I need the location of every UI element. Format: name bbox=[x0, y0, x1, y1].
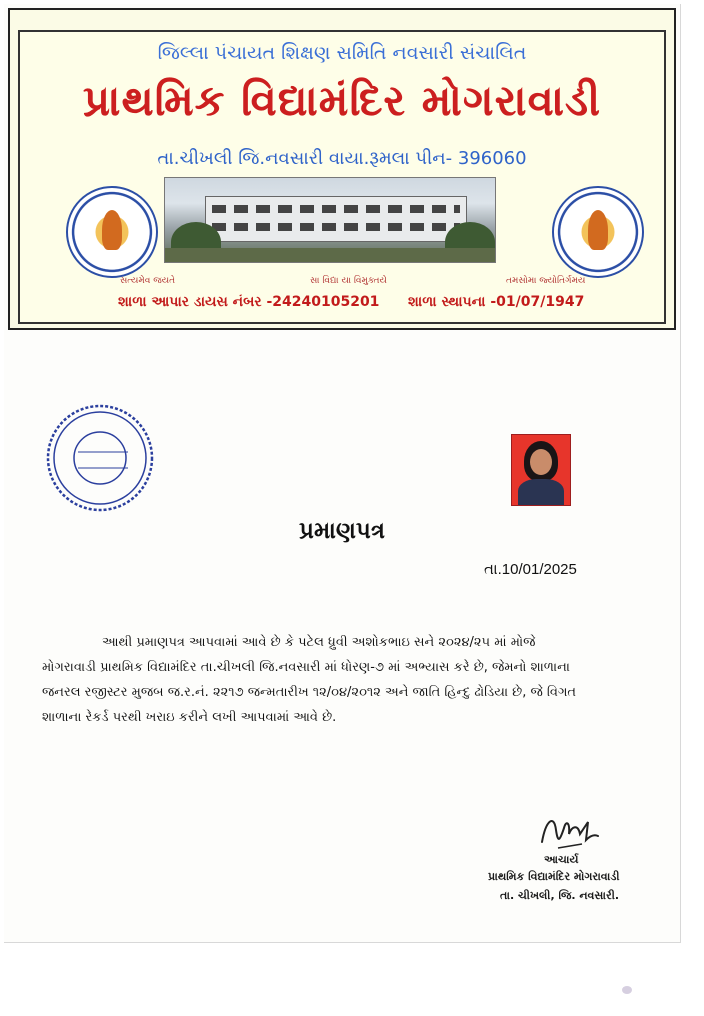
school-building-photo bbox=[164, 177, 496, 263]
certificate-date: તા.10/01/2025 bbox=[484, 561, 577, 578]
certificate-page bbox=[4, 4, 681, 943]
ground bbox=[165, 248, 495, 262]
letterhead-frame bbox=[18, 30, 666, 324]
motto-center: સા વિદ્યા યા વિમુક્તયે bbox=[310, 276, 387, 286]
signatory-place: તા. ચીખલી, જિ. નવસારી. bbox=[500, 889, 620, 902]
body-line: આથી પ્રમાણપત્ર આપવામાં આવે છે કે પટેલ ધ્રુવી અશોકભાઇ સને ૨૦૨૪/૨૫ માં મોજે bbox=[102, 635, 536, 650]
council-line: જિલ્લા પંચાયત શિક્ષણ સમિતિ નવસારી સંચાલિત bbox=[157, 42, 527, 64]
school-name: પ્રાથમિક વિદ્યામંદિર મોગરાવાડી bbox=[82, 76, 602, 125]
certificate-body bbox=[42, 630, 674, 730]
body-line: શાળાના રેકર્ડ પરથી ખરાઇ કરીને લખી આપવામાં આવે છે. bbox=[42, 710, 337, 725]
motto-left: સત્યમેવ જયતે bbox=[120, 276, 176, 286]
founding-date: શાળા સ્થાપના -01/07/1947 bbox=[408, 294, 585, 310]
student-photo bbox=[511, 434, 571, 506]
school-letterhead bbox=[8, 8, 676, 330]
principal-signature bbox=[536, 810, 600, 856]
saraswati-emblem-icon bbox=[552, 186, 644, 278]
body-line: જનરલ રજીસ્ટર મુજબ જ.ર.નં. ૨૨૧૭ જન્મતારીખ ૧૨/૦૪/૨૦૧૨ અને જાતિ હિન્દુ ઢોડિયા છે, જે વિગત bbox=[42, 685, 577, 700]
motto-right: તમસોમા જ્યોતિર્ગમય bbox=[506, 276, 586, 286]
school-seal-stamp bbox=[44, 402, 156, 514]
school-building bbox=[205, 196, 467, 242]
school-address: તા.ચીખલી જિ.નવસારી વાયા.રૂમલા પીન- 396060 bbox=[157, 148, 527, 169]
signatory-school: પ્રાથમિક વિદ્યામંદિર મોગરાવાડી bbox=[488, 870, 620, 883]
paper-speck bbox=[622, 986, 632, 994]
certificate-title: પ્રમાણપત્ર bbox=[299, 518, 385, 544]
dise-number: શાળા આપાર ડાયસ નંબર -24240105201 bbox=[118, 294, 380, 310]
body-line: મોગરાવાડી પ્રાથમિક વિદ્યામંદિર તા.ચીખલી જિ.નવસારી માં ધોરણ-૭ માં અભ્યાસ કરે છે, જેમનો શાળાના bbox=[42, 660, 570, 675]
signatory-designation: આચાર્ય bbox=[544, 853, 579, 866]
saraswati-emblem-icon bbox=[66, 186, 158, 278]
